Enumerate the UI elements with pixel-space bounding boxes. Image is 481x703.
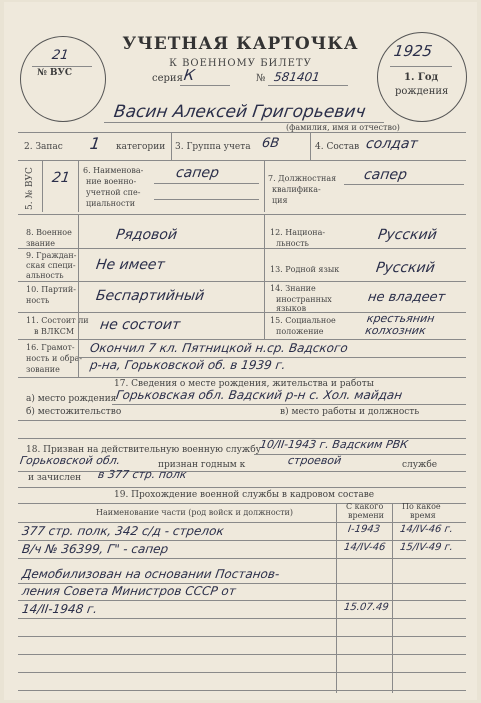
year-label-2: рождения xyxy=(395,86,449,97)
year-value: 1925 xyxy=(392,42,434,60)
service-end-label: службе xyxy=(402,460,438,470)
col-to-header-1: По какое xyxy=(402,502,441,511)
education-label-2: ность и обра- xyxy=(26,354,83,363)
civil-spec-label-1: 9. Граждан- xyxy=(26,251,77,260)
spec-label-3: учетной спе- xyxy=(86,188,141,197)
qual-label-1: 7. Должностная xyxy=(268,174,337,183)
birthplace-value: Горьковская обл. Вадский р-н с. Хол. майдан xyxy=(115,388,404,402)
enlisted-label: и зачислен xyxy=(28,473,82,483)
civil-spec-value: Не имеет xyxy=(94,257,166,273)
spec-value: сапер xyxy=(174,165,221,181)
service-row-unit: Демобилизован на основании Постанов- xyxy=(21,567,281,581)
civil-spec-label-3: альность xyxy=(26,271,64,280)
spec-label-2: ние военно- xyxy=(86,177,137,186)
foreign-lang-label-1: 14. Знание xyxy=(270,284,316,293)
komsomol-value: не состоит xyxy=(98,317,182,333)
birth-section-title: 17. Сведения о месте рождения, жительства и работы xyxy=(114,379,374,389)
education-label-1: 16. Грамот- xyxy=(26,343,75,352)
col-unit-header: Наименование части (род войск и должности) xyxy=(96,508,294,517)
work-label: в) место работы и должность xyxy=(280,407,420,417)
service-row-from: 15.07.49 xyxy=(343,602,390,613)
education-label-3: зование xyxy=(26,365,60,374)
service-row-from: I-1943 xyxy=(347,524,381,535)
qual-label-2: квалифика- xyxy=(272,185,321,194)
conscription-date: 10/II-1943 г. Вадским РВК xyxy=(259,438,409,451)
rank-label-2: звание xyxy=(26,239,56,248)
number-label: № xyxy=(256,73,266,84)
civil-spec-label-2: ская специ- xyxy=(26,261,76,270)
vus-row-value: 21 xyxy=(50,170,71,186)
zapas-label: 2. Запас xyxy=(24,142,63,152)
vus-row-label: 5. № ВУС xyxy=(25,167,35,210)
col-from-header-1: С какого xyxy=(346,502,384,511)
registration-card xyxy=(4,2,477,700)
group-value: 6В xyxy=(260,136,281,151)
fit-label: признан годным к xyxy=(158,460,246,470)
category-label: категории xyxy=(116,142,166,152)
komsomol-label-2: в ВЛКСМ xyxy=(34,327,75,336)
service-row-unit: 377 стр. полк, 342 с/д - стрелок xyxy=(21,524,225,538)
party-label-1: 10. Партий- xyxy=(26,285,76,294)
zapas-value: 1 xyxy=(88,134,102,153)
sostav-value: солдат xyxy=(364,136,419,152)
service-row-unit: ления Совета Министров СССР от xyxy=(21,584,237,598)
party-value: Беспартийный xyxy=(94,288,206,304)
service-row-to: 14/IV-46 г. xyxy=(399,524,454,535)
col-to-header-2: время xyxy=(410,511,436,520)
native-lang-value: Русский xyxy=(374,260,436,276)
social-label-1: 15. Социальное xyxy=(270,316,336,325)
service-row-from: 14/IV-46 xyxy=(343,542,387,553)
service-section-title: 19. Прохождение военной службы в кадровом составе xyxy=(114,490,375,500)
conscription-region: Горьковской обл. xyxy=(19,454,122,467)
conscription-label: 18. Призван на действительную военную службу xyxy=(26,445,261,455)
series-value: К xyxy=(182,66,196,84)
birthplace-label: а) место рождения xyxy=(26,394,117,404)
rank-label-1: 8. Военное xyxy=(26,228,72,237)
nationality-value: Русский xyxy=(376,227,438,243)
series-label: серия xyxy=(152,73,183,84)
enlisted-value: в 377 стр. полк xyxy=(97,468,188,481)
foreign-lang-label-2: иностранных языков xyxy=(276,295,332,313)
social-value: крестьянин колхозник xyxy=(364,312,436,337)
number-value: 581401 xyxy=(273,70,321,84)
group-label: 3. Группа учета xyxy=(175,142,251,152)
native-lang-label: 13. Родной язык xyxy=(270,265,340,274)
service-row-unit: 14/II-1948 г. xyxy=(21,602,99,616)
nationality-label-1: 12. Национа- xyxy=(270,228,326,237)
rank-value: Рядовой xyxy=(114,227,179,243)
spec-label-1: 6. Наименова- xyxy=(83,166,144,175)
fio-label: (фамилия, имя и отчество) xyxy=(286,123,400,132)
komsomol-label-1: 11. Состоит ли xyxy=(26,316,89,325)
vus-circle-value: 21 xyxy=(50,48,70,63)
social-label-2: положение xyxy=(276,327,324,336)
card-title: УЧЕТНАЯ КАРТОЧКА xyxy=(122,34,359,54)
spec-label-4: циальности xyxy=(86,199,136,208)
year-label-1: 1. Год xyxy=(404,72,439,83)
sostav-label: 4. Состав xyxy=(315,142,360,152)
qual-value: сапер xyxy=(362,167,409,183)
service-row-to: 15/IV-49 г. xyxy=(399,542,454,553)
fit-value: строевой xyxy=(287,454,343,467)
education-line-1: Окончил 7 кл. Пятницкой н.ср. Вадского xyxy=(89,341,349,355)
col-from-header-2: времени xyxy=(348,511,384,520)
education-line-2: р-на, Горьковской об. в 1939 г. xyxy=(89,358,287,372)
party-label-2: ность xyxy=(26,296,50,305)
nationality-label-2: льность xyxy=(276,239,309,248)
service-row-unit: В/ч № 36399, Г" - сапер xyxy=(21,542,170,556)
foreign-lang-value: не владеет xyxy=(366,290,447,305)
fio-value: Васин Алексей Григорьевич xyxy=(112,102,367,122)
card-subtitle: К ВОЕННОМУ БИЛЕТУ xyxy=(169,58,312,69)
vus-circle-label: № ВУС xyxy=(37,68,72,78)
residence-label: б) местожительство xyxy=(26,407,122,417)
qual-label-3: ция xyxy=(272,196,288,205)
